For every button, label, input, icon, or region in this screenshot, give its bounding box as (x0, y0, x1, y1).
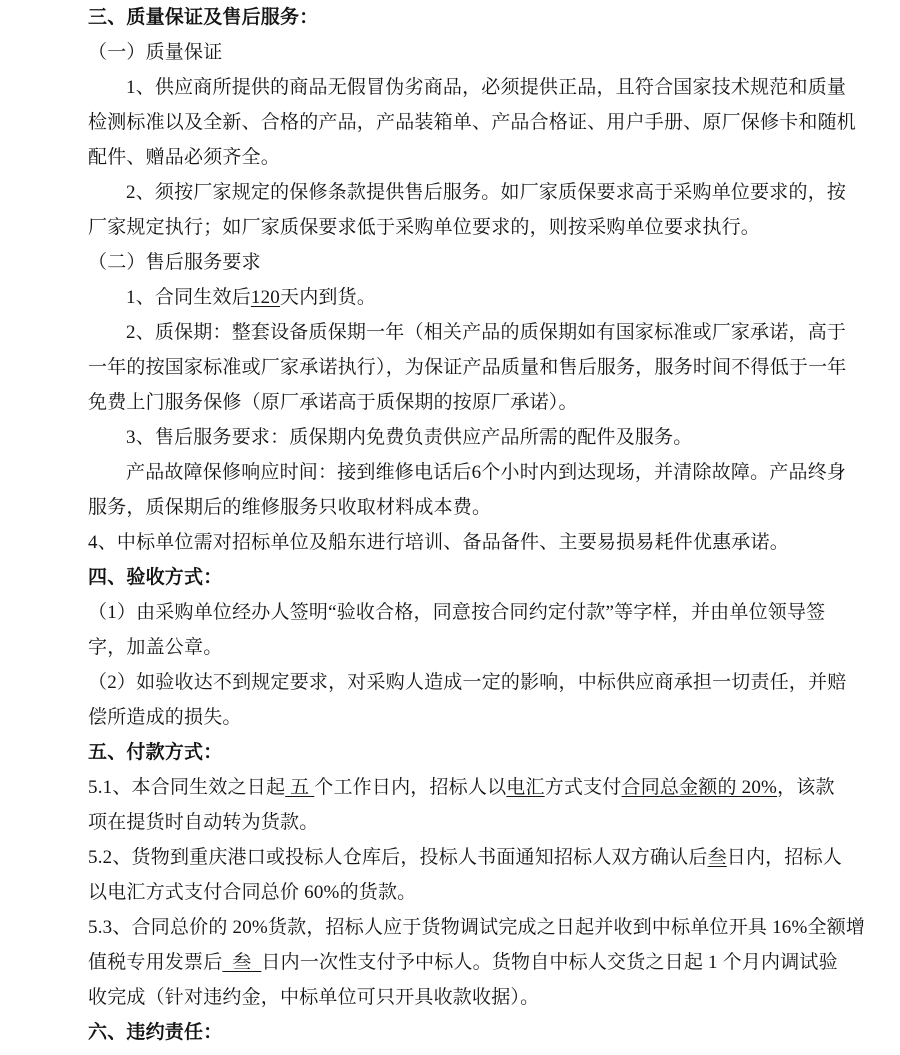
text-line (88, 945, 838, 980)
text-line (88, 105, 857, 140)
text-segment: （二）售后服务要求 (88, 252, 261, 273)
underlined-text: 电汇 (506, 777, 545, 798)
text-line (88, 140, 828, 175)
text-segment: 个工作日内，招标人以 (314, 777, 507, 798)
text-segment: 配件、赠品必须齐全。 (88, 147, 281, 168)
section-heading (88, 1015, 828, 1050)
text-line (88, 525, 828, 560)
text-line (88, 980, 828, 1015)
text-segment: 字，加盖公章。 (88, 637, 223, 658)
text-segment: 天内到货。 (280, 287, 377, 308)
section-heading (88, 560, 828, 595)
underlined-text: 叁 (707, 847, 727, 868)
text-segment: 3、售后服务要求：质保期内免费负责供应产品所需的配件及服务。 (126, 427, 693, 448)
text-line (88, 280, 828, 315)
text-segment: 5.3、合同总价的 20%货款，招标人应于货物调试完成之日起并收到中标单位开具 16%全额增 (88, 917, 866, 938)
text-segment: 厂家规定执行；如厂家质保要求低于采购单位要求的，则按采购单位要求执行。 (88, 217, 761, 238)
text-line (88, 35, 828, 70)
text-segment: 方式支付 (544, 777, 622, 798)
text-segment: 日内一次性支付予中标人。货物自中标人交货之日起 1 个月内调试验 (261, 952, 838, 973)
underlined-text: 120 (250, 287, 281, 308)
section-heading (88, 735, 828, 770)
text-line (88, 210, 828, 245)
text-line (88, 910, 866, 945)
section-heading (88, 0, 828, 35)
text-segment: 项在提货时自动转为货款。 (88, 812, 319, 833)
document-body (88, 0, 866, 1050)
text-line (88, 875, 828, 910)
text-segment: 偿所造成的损失。 (88, 707, 242, 728)
text-segment: 日内，招标人 (726, 847, 842, 868)
text-line (88, 840, 842, 875)
text-segment: 4、中标单位需对招标单位及船东进行培训、备品备件、主要易损易耗件优惠承诺。 (88, 532, 789, 553)
underlined-text: 合同总金额的 20% (621, 777, 778, 798)
text-line (88, 385, 828, 420)
text-line (88, 770, 835, 805)
text-segment: 服务，质保期后的维修服务只收取材料成本费。 (88, 497, 492, 518)
text-segment: 值税专用发票后 (88, 952, 223, 973)
text-segment: ，该款 (777, 777, 835, 798)
text-line (88, 70, 847, 105)
text-line (88, 490, 828, 525)
text-line (88, 455, 847, 490)
underlined-text: 五 (285, 777, 315, 798)
text-segment: 五、付款方式： (88, 742, 223, 763)
text-segment: （2）如验收达不到规定要求，对采购人造成一定的影响，中标供应商承担一切责任，并赔 (88, 672, 847, 693)
text-line (88, 350, 847, 385)
text-segment: 5.1、本合同生效之日起 (88, 777, 286, 798)
text-line (88, 175, 847, 210)
text-segment: 2、质保期：整套设备质保期一年（相关产品的质保期如有国家标准或厂家承诺，高于 (126, 322, 847, 343)
text-segment: 2、须按厂家规定的保修条款提供售后服务。如厂家质保要求高于采购单位要求的，按 (126, 182, 847, 203)
text-segment: 免费上门服务保修（原厂承诺高于质保期的按原厂承诺）。 (88, 392, 578, 413)
text-line (88, 665, 847, 700)
text-line (88, 315, 847, 350)
text-segment: 5.2、货物到重庆港口或投标人仓库后，投标人书面通知招标人双方确认后 (88, 847, 708, 868)
text-line (88, 420, 828, 455)
text-segment: 六、违约责任： (88, 1022, 223, 1043)
text-segment: 收完成（针对违约金，中标单位可只开具收款收据）。 (88, 987, 540, 1008)
text-segment: 1、合同生效后 (126, 287, 251, 308)
underlined-text: 叁 (222, 952, 262, 973)
text-line (88, 700, 828, 735)
text-segment: （1）由采购单位经办人签明“验收合格，同意按合同约定付款”等字样，并由单位领导签 (88, 602, 826, 623)
text-segment: 检测标准以及全新、合格的产品，产品装箱单、产品合格证、用户手册、原厂保修卡和随机 (88, 112, 857, 133)
text-line (88, 595, 828, 630)
text-line (88, 630, 828, 665)
text-line (88, 245, 828, 280)
text-line (88, 805, 828, 840)
text-segment: 以电汇方式支付合同总价 60%的货款。 (88, 882, 417, 903)
text-segment: 一年的按国家标准或厂家承诺执行），为保证产品质量和售后服务，服务时间不得低于一年 (88, 357, 847, 378)
text-segment: 1、供应商所提供的商品无假冒伪劣商品，必须提供正品，且符合国家技术规范和质量 (126, 77, 847, 98)
text-segment: 四、验收方式： (88, 567, 223, 588)
text-segment: 产品故障保修响应时间：接到维修电话后6个小时内到达现场，并清除故障。产品终身 (126, 462, 847, 483)
text-segment: （一）质量保证 (88, 42, 223, 63)
text-segment: 三、质量保证及售后服务： (88, 7, 319, 28)
